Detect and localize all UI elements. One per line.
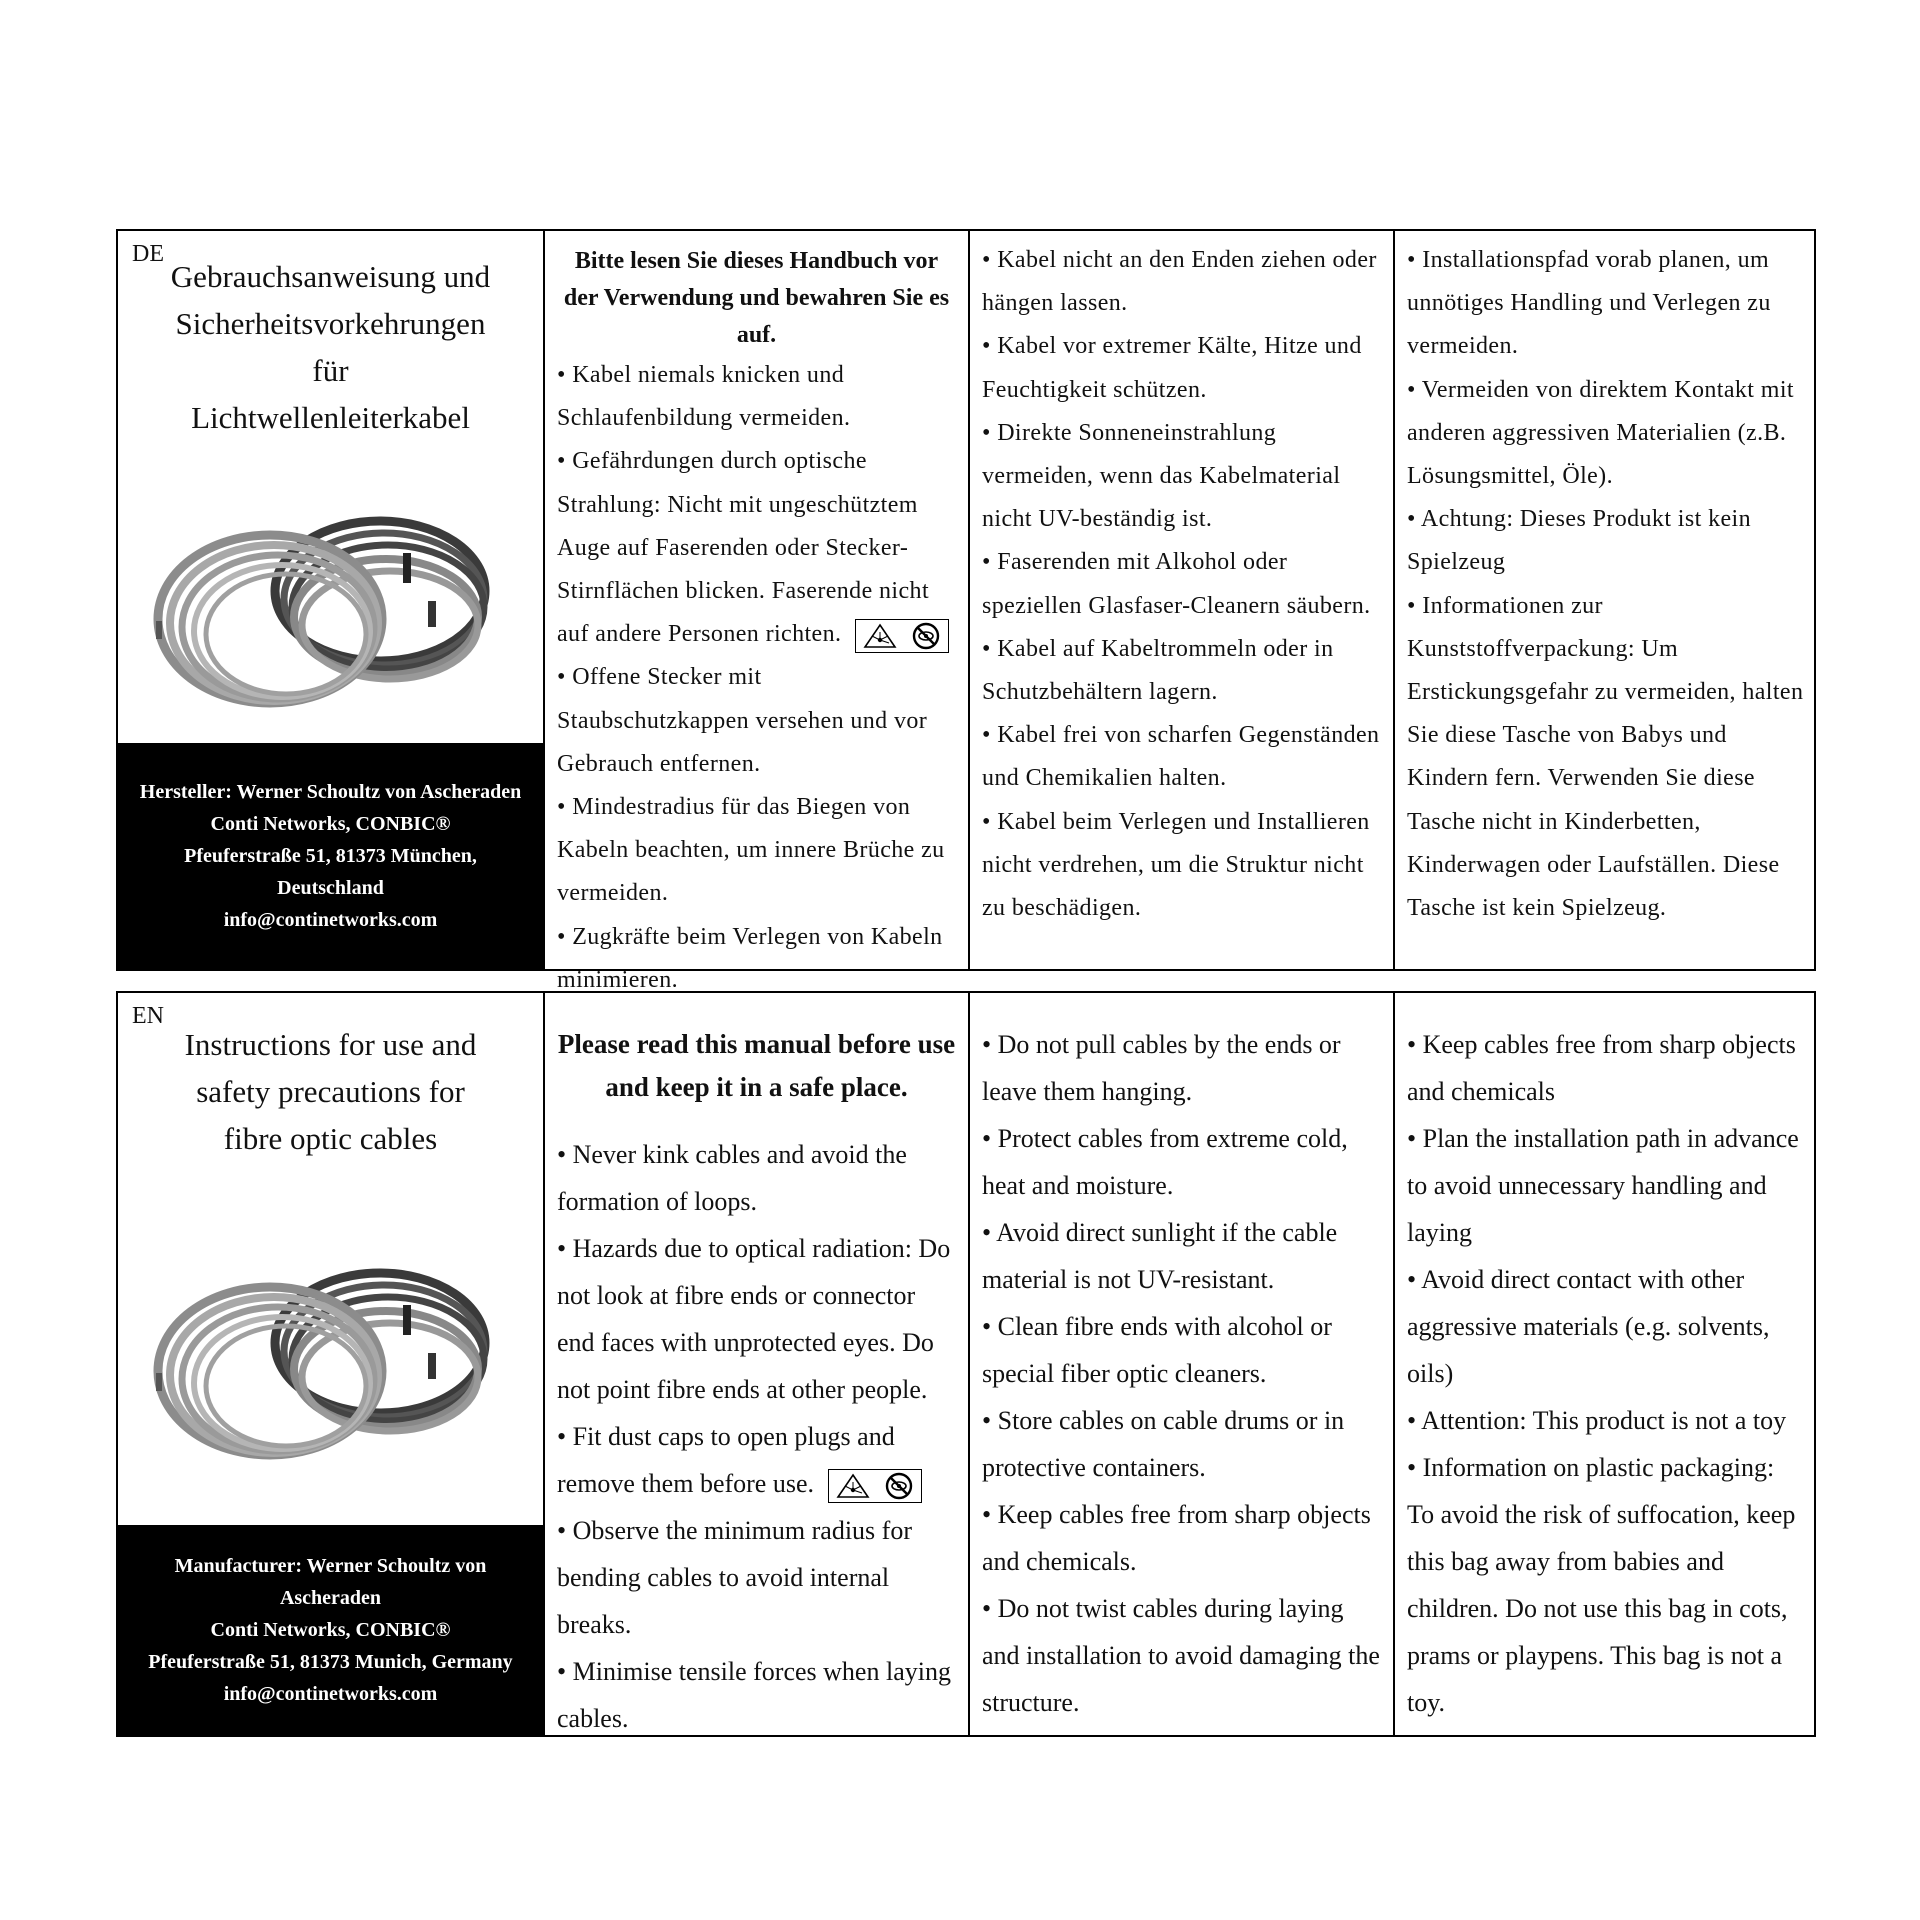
list-item: • Protect cables from extreme cold, heat and moisture. <box>982 1124 1348 1200</box>
list-item: • Plan the installation path in advance to avoid unnecessary handling and laying <box>1407 1124 1799 1247</box>
english-instructions-panel <box>116 991 1816 1737</box>
cover-column <box>118 993 543 1735</box>
document-title: Gebrauchsanweisung und Sicherheitsvorkehrungen für Lichtwellenleiterkabel <box>170 259 491 435</box>
language-label: EN <box>132 1003 164 1029</box>
instructions-column-2 <box>968 231 1393 969</box>
list-item: • Fit dust caps to open plugs and remove them before use. <box>557 1413 958 1507</box>
instructions-column-1 <box>543 231 968 993</box>
list-item: • Do not pull cables by the ends or leave them hanging. <box>982 1030 1341 1106</box>
manufacturer-info: Manufacturer: Werner Schoultz von Ascheraden Conti Networks, CONBIC® Pfeuferstraße 51, 81373 Munich, Germany info@continetworks.com <box>118 1525 543 1735</box>
instructions-column-2 <box>968 993 1393 1735</box>
list-item: • Avoid direct contact with other aggressive materials (e.g. solvents, oils) <box>1407 1265 1770 1388</box>
list-item: • Kabel auf Kabeltrommeln oder in Schutzbehältern lagern. <box>982 635 1334 706</box>
language-label: DE <box>132 241 164 267</box>
cover-column <box>118 231 543 969</box>
instruction-list <box>545 1131 968 1742</box>
instruction-list <box>545 354 968 1002</box>
list-item: • Vermeiden von direktem Kontakt mit anderen aggressiven Materialien (z.B. Lösungsmittel, Öle). <box>1407 376 1794 490</box>
instruction-list <box>1395 231 1814 930</box>
list-item: • Faserenden mit Alkohol oder speziellen Glasfaser-Cleanern säubern. <box>982 549 1371 619</box>
list-item: • Gefährdungen durch optische Strahlung: Nicht mit ungeschütztem Auge auf Faserenden oder Stecker-Stirnflächen blicken. Faserende nicht auf andere Personen richten. <box>557 440 958 656</box>
list-item: • Information on plastic packaging: To avoid the risk of suffocation, keep this bag away from babies and children. Do not use this bag in cots, prams or playpens. This bag is not a toy. <box>1407 1453 1796 1717</box>
list-item: • Observe the minimum radius for bending cables to avoid internal breaks. <box>557 1516 912 1639</box>
list-item: • Store cables on cable drums or in protective containers. <box>982 1406 1345 1482</box>
manufacturer-email: info@continetworks.com <box>223 1683 438 1705</box>
list-item: • Informationen zur Kunststoffverpackung: Um Erstickungsgefahr zu vermeiden, halten Sie diese Tasche von Babys und Kindern fern. Verwenden Sie diese Tasche nicht in Kinderbetten, Kinderwagen oder Laufställen. Diese Tasche ist kein Spielzeug. <box>1407 592 1804 922</box>
instructions-column-1 <box>543 993 968 1735</box>
german-instructions-panel <box>116 229 1816 993</box>
list-item: • Avoid direct sunlight if the cable material is not UV-resistant. <box>982 1218 1338 1294</box>
manufacturer-email: info@continetworks.com <box>223 909 438 931</box>
list-item: • Hazards due to optical radiation: Do not look at fibre ends or connector end faces with unprotected eyes. Do not point fibre ends at other people. <box>557 1234 951 1404</box>
list-item: • Mindestradius für das Biegen von Kabeln beachten, um innere Brüche zu vermeiden. <box>557 794 945 907</box>
list-item: • Clean fibre ends with alcohol or special fiber optic cleaners. <box>982 1312 1332 1388</box>
list-item: • Direkte Sonneneinstrahlung vermeiden, wenn das Kabelmaterial nicht UV-beständig ist. <box>982 419 1341 533</box>
fibre-cable-coils-photo <box>148 471 518 731</box>
instructions-column-3 <box>1393 993 1814 1735</box>
list-item: • Installationspfad vorab planen, um unnötiges Handling und Verlegen zu vermeiden. <box>1407 247 1771 360</box>
read-manual-notice: Please read this manual before use and keep it in a safe place. <box>557 1029 956 1102</box>
instruction-list <box>1395 993 1814 1726</box>
list-item: • Zugkräfte beim Verlegen von Kabeln minimieren. <box>557 923 943 993</box>
list-item: • Attention: This product is not a toy <box>1407 1406 1787 1435</box>
list-item: • Kabel frei von scharfen Gegenständen und Chemikalien halten. <box>982 722 1380 792</box>
list-item: • Kabel niemals knicken und Schlaufenbildung vermeiden. <box>557 362 851 432</box>
instructions-column-3 <box>1393 231 1814 969</box>
instruction-list <box>970 993 1393 1726</box>
list-item: • Keep cables free from sharp objects and chemicals. <box>982 1500 1371 1576</box>
list-item: • Achtung: Dieses Produkt ist kein Spielzeug <box>1407 506 1751 576</box>
manufacturer-info: Hersteller: Werner Schoultz von Ascheraden Conti Networks, CONBIC® Pfeuferstraße 51, 81373 München, Deutschland info@continetworks.com <box>118 743 543 969</box>
fibre-cable-coils-photo <box>148 1223 518 1483</box>
list-item: • Keep cables free from sharp objects and chemicals <box>1407 1030 1796 1106</box>
read-manual-notice: Bitte lesen Sie dieses Handbuch vor der Verwendung und bewahren Sie es auf. <box>563 248 950 348</box>
list-item: • Kabel beim Verlegen und Installieren nicht verdrehen, um die Struktur nicht zu beschädigen. <box>982 808 1370 922</box>
list-item: • Kabel vor extremer Kälte, Hitze und Feuchtigkeit schützen. <box>982 333 1362 403</box>
instruction-list <box>970 231 1393 930</box>
list-item: • Kabel nicht an den Enden ziehen oder hängen lassen. <box>982 247 1377 317</box>
list-item: • Never kink cables and avoid the formation of loops. <box>557 1140 907 1216</box>
list-item: • Offene Stecker mit Staubschutzkappen versehen und vor Gebrauch entfernen. <box>557 664 928 777</box>
document-title: Instructions for use and safety precautions for fibre optic cables <box>184 1027 477 1156</box>
list-item: • Minimise tensile forces when laying cables. <box>557 1657 951 1733</box>
laser-warning-icon <box>828 1469 922 1503</box>
list-item: • Do not twist cables during laying and installation to avoid damaging the structure. <box>982 1594 1380 1717</box>
laser-warning-icon <box>855 619 949 653</box>
